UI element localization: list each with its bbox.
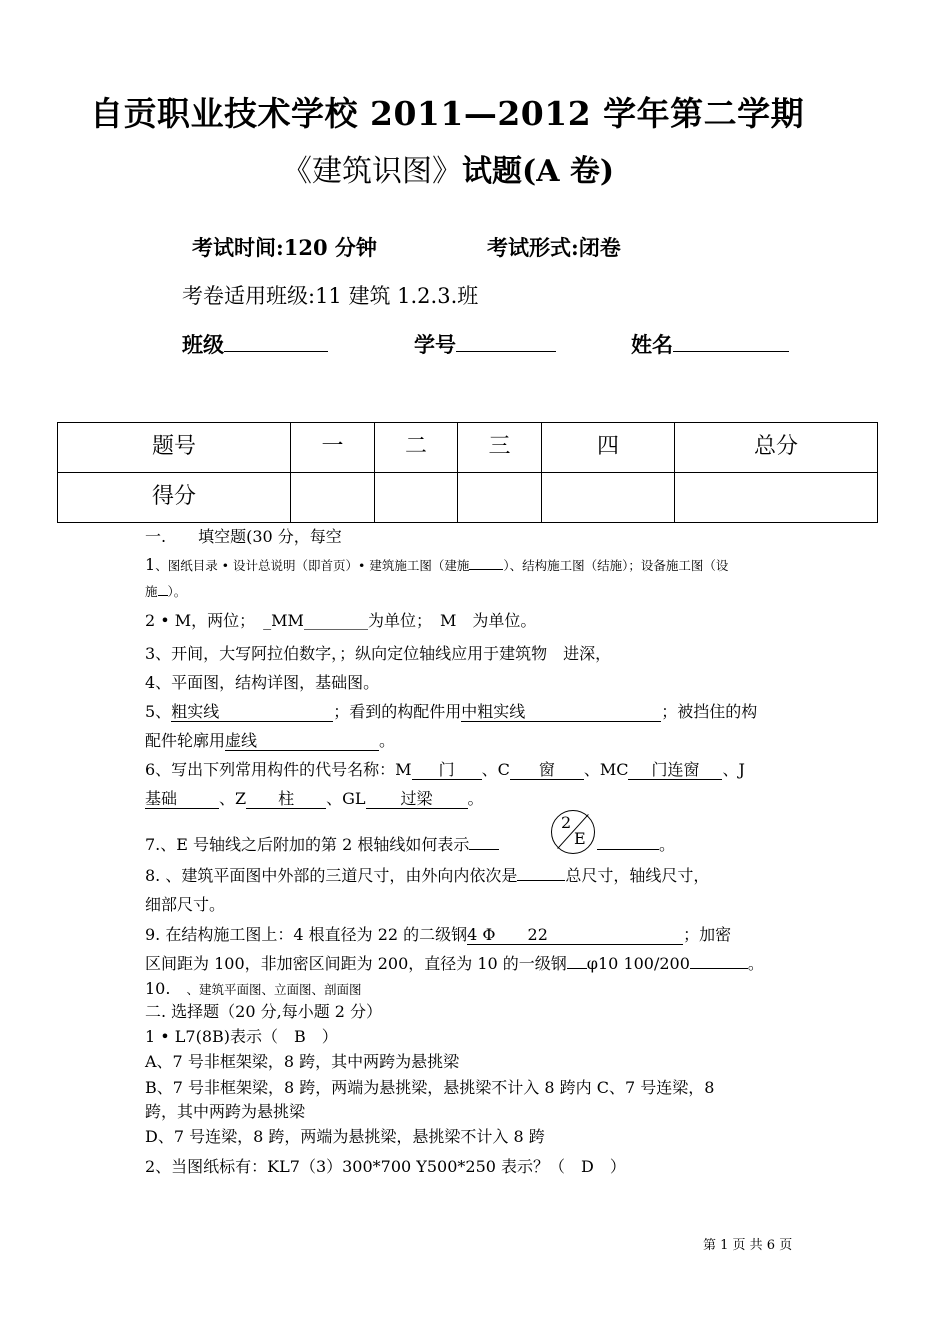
q8-text-b: 总尺寸，轴线尺寸， <box>565 866 710 885</box>
q6-answer-z[interactable]: 柱 <box>246 790 326 809</box>
q9-line <box>145 920 731 949</box>
q2-line: 2 • M，两位； _MM________为单位； M 为单位。 <box>145 611 537 630</box>
q9-text-a: 9. 在结构施工图上：4 根直径为 22 的二级钢 <box>145 925 468 944</box>
q7-end: 。 <box>659 835 676 854</box>
q6-answer-gl[interactable]: 过梁 <box>366 790 468 809</box>
s2-q1-option-b2: 跨，其中两跨为悬挑梁 <box>145 1102 306 1121</box>
q7-blank-a[interactable] <box>469 849 499 850</box>
q1-number: 1 <box>145 555 156 574</box>
q1-text: 、图纸目录 • 设计总说明（即首页）• 建筑施工图（建施 <box>155 558 470 573</box>
page-number: 第 1 页 共 6 页 <box>703 1238 793 1253</box>
q5-answer-2[interactable]: 中粗实线 <box>461 703 661 722</box>
q9-answer-1[interactable]: 4 Φ 22 <box>467 926 683 945</box>
exam-time: 考试时间:120 分钟 <box>192 235 377 260</box>
s2-q1-option-d: D、7 号连梁，8 跨，两端为悬挑梁，悬挑梁不计入 8 跨 <box>145 1127 545 1146</box>
course-name: 《建筑识图》 <box>282 154 462 189</box>
q9-answer-2: φ10 100/200 <box>586 954 690 973</box>
name-label: 姓名 <box>631 332 673 357</box>
q5-line2 <box>145 726 395 755</box>
q6-text: 6、写出下列常用构件的代号名称：M <box>145 760 412 779</box>
q6-c-label: 、C <box>481 760 510 779</box>
q6-gl-label: 、GL <box>326 789 366 808</box>
q7-blank-b[interactable] <box>597 849 659 850</box>
q7-text: 7.、E 号轴线之后附加的第 2 根轴线如何表示 <box>145 835 470 854</box>
q5-text-b: ；看到的构配件用 <box>333 702 462 721</box>
exam-title-line2 <box>282 146 614 190</box>
q8-line <box>145 861 709 890</box>
q4-line: 4、平面图，结构详图，基础图。 <box>145 673 380 692</box>
axis-letter: E <box>574 829 586 848</box>
q7-line-end <box>597 830 675 859</box>
s2-q1-option-a: A、7 号非框架梁，8 跨，其中两跨为悬挑梁 <box>145 1052 460 1071</box>
class-field[interactable] <box>182 329 328 359</box>
name-blank[interactable] <box>673 329 789 352</box>
q9-blank-2[interactable] <box>690 968 748 969</box>
q6-answer-j[interactable]: 基础 <box>145 790 219 809</box>
s2-q1: 1 • L7(8B)表示（ B ） <box>145 1027 338 1046</box>
q10-text: 、建筑平面图、立面图、剖面图 <box>186 982 362 997</box>
q1-blank[interactable] <box>469 569 503 570</box>
score-table-cell: 总分 <box>675 423 878 473</box>
q9-text-b: ；加密 <box>683 925 732 944</box>
score-table-cell: 三 <box>458 423 542 473</box>
score-cell-total[interactable] <box>675 473 878 523</box>
score-table-score-row <box>58 473 878 523</box>
q8-blank[interactable] <box>517 880 565 881</box>
score-cell-2[interactable] <box>375 473 458 523</box>
score-cell-3[interactable] <box>458 473 542 523</box>
q1-end: ）。 <box>167 584 187 599</box>
q6-mc-label: 、MC <box>583 760 629 779</box>
q5-line <box>145 697 757 726</box>
q8-text-a: 8. 、建筑平面图中外部的三道尺寸，由外向内依次是 <box>145 866 518 885</box>
exam-title-line1: 自贡职业技术学校 2011—2012 学年第二学期 <box>90 94 805 133</box>
q1-line2 <box>145 576 186 606</box>
q1-text-b: ）、结构施工图（结施）；设备施工图（设 <box>503 558 729 573</box>
q9-blank[interactable] <box>567 968 587 969</box>
class-label: 班级 <box>182 332 224 357</box>
q5-text-d: 配件轮廓用 <box>145 731 226 750</box>
q7-line <box>145 830 499 859</box>
score-table-cell: 二 <box>375 423 458 473</box>
score-row-label: 得分 <box>58 473 291 523</box>
q6-line2 <box>145 784 484 813</box>
score-table-header-row <box>58 423 878 473</box>
score-cell-4[interactable] <box>542 473 675 523</box>
class-blank[interactable] <box>224 329 328 352</box>
q9-text-c: 区间距为 100，非加密区间距为 200，直径为 10 的一级钢 <box>145 954 567 973</box>
score-table <box>57 422 878 523</box>
axis-symbol <box>551 810 595 854</box>
axis-number: 2 <box>561 813 572 832</box>
q6-answer-m[interactable]: 门 <box>412 761 482 780</box>
applicable-class: 考卷适用班级:11 建筑 1.2.3.班 <box>182 284 479 308</box>
q1-text-c: 施 <box>145 584 158 599</box>
s2-q1-option-b: B、7 号非框架梁，8 跨，两端为悬挑梁，悬挑梁不计入 8 跨内 C、7 号连梁，8 <box>145 1078 715 1097</box>
name-field[interactable] <box>631 329 789 359</box>
q6-z-label: 、Z <box>219 789 247 808</box>
section1-heading: 一. 填空题(30 分，每空 <box>145 527 342 546</box>
exam-form: 考试形式:闭卷 <box>487 235 621 260</box>
q5-text-c: ；被挡住的构 <box>661 702 758 721</box>
score-cell-1[interactable] <box>291 473 375 523</box>
q6-line <box>145 755 745 784</box>
student-no-blank[interactable] <box>456 329 556 352</box>
q1-blank-2[interactable] <box>158 595 168 596</box>
q5-answer-1[interactable]: 粗实线 <box>171 703 333 722</box>
q3-line: 3、开间，大写阿拉伯数字，；纵向定位轴线应用于建筑物 进深， <box>145 644 612 663</box>
q1-line <box>145 550 728 580</box>
score-table-cell: 题号 <box>58 423 291 473</box>
s2-q2: 2、当图纸标有：KL7（3）300*700 Y500*250 表示？（ D ） <box>145 1157 626 1176</box>
score-table-cell: 四 <box>542 423 675 473</box>
q5-answer-3[interactable]: 虚线 <box>225 732 379 751</box>
q6-answer-mc[interactable]: 门连窗 <box>628 761 722 780</box>
score-table-cell: 一 <box>291 423 375 473</box>
q9-end: 。 <box>747 954 764 973</box>
student-no-field[interactable] <box>414 329 556 359</box>
q5-text-e: 。 <box>379 731 396 750</box>
q6-answer-c[interactable]: 窗 <box>510 761 584 780</box>
paper-type: 试题(A 卷) <box>462 154 615 189</box>
student-no-label: 学号 <box>414 332 456 357</box>
q6-j-label: 、J <box>722 760 745 779</box>
section2-heading: 二. 选择题（20 分,每小题 2 分） <box>145 1002 383 1021</box>
q6-end: 。 <box>467 789 484 808</box>
q10-number: 10. <box>145 979 171 998</box>
q8-line2: 细部尺寸。 <box>145 895 226 914</box>
q5-text-a: 5、 <box>145 702 172 721</box>
